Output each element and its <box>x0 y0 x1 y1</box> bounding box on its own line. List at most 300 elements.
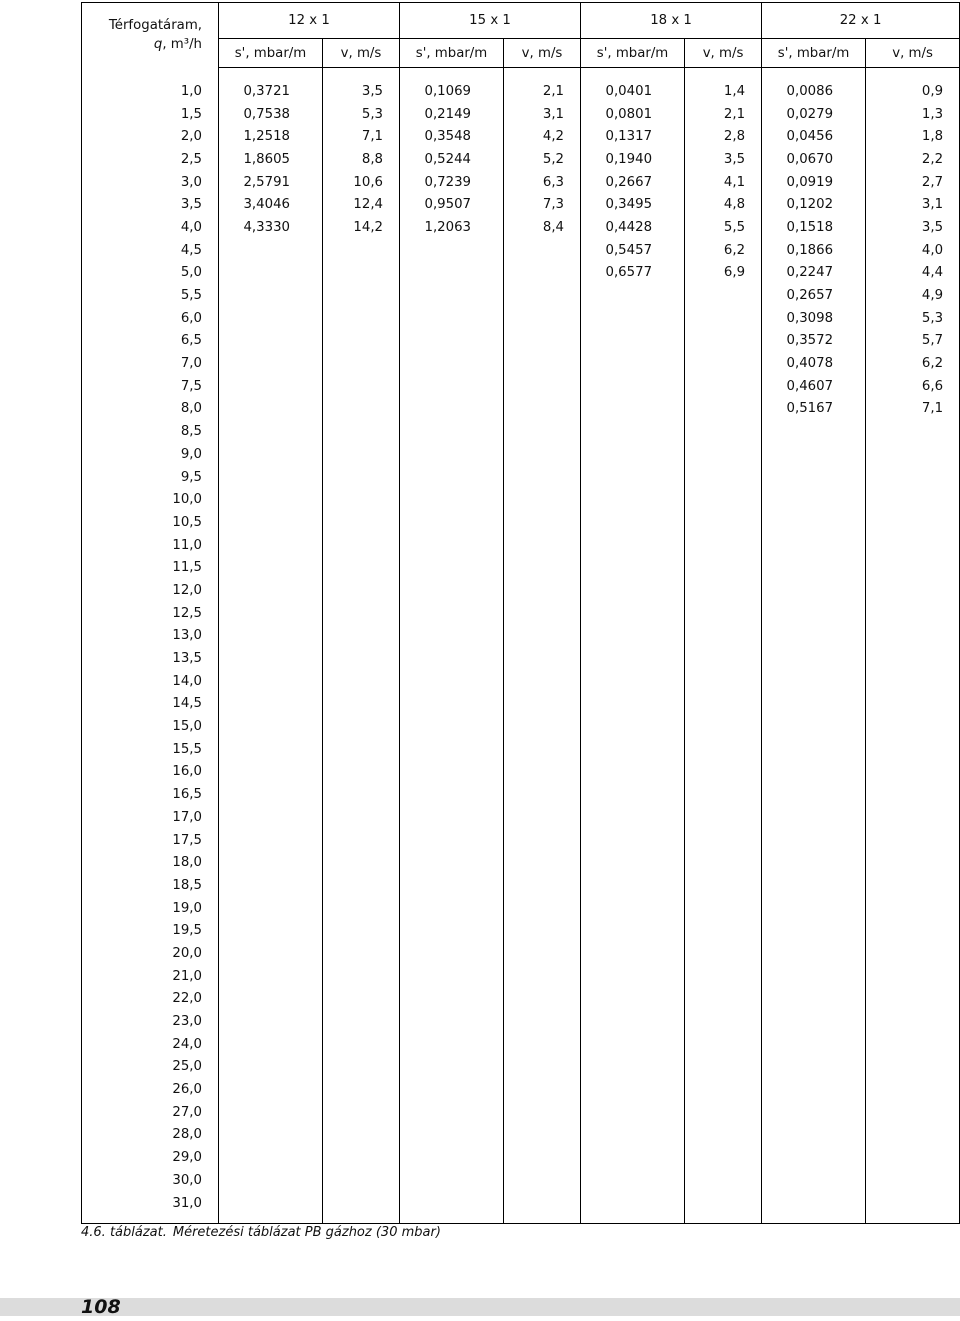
velocity-cell <box>323 1169 400 1192</box>
velocity-cell <box>504 965 581 988</box>
flow-rate-cell: 23,0 <box>82 1010 219 1033</box>
pressure-drop-cell <box>762 647 866 670</box>
velocity-cell <box>323 262 400 285</box>
pressure-drop-cell <box>219 443 323 466</box>
velocity-cell: 7,3 <box>504 193 581 216</box>
col-header-pressure-drop: s', mbar/m <box>762 39 866 68</box>
velocity-cell <box>323 693 400 716</box>
pressure-drop-cell <box>581 579 685 602</box>
pressure-drop-cell <box>219 783 323 806</box>
velocity-cell <box>323 466 400 489</box>
velocity-cell <box>866 761 960 784</box>
table-row <box>82 103 960 126</box>
table-row <box>82 534 960 557</box>
velocity-cell <box>866 874 960 897</box>
velocity-cell: 5,7 <box>866 330 960 353</box>
velocity-cell <box>685 965 762 988</box>
pressure-drop-cell: 0,1202 <box>762 193 866 216</box>
velocity-cell <box>504 556 581 579</box>
pressure-drop-cell <box>400 307 504 330</box>
col-header-velocity: v, m/s <box>866 39 960 68</box>
velocity-cell <box>504 375 581 398</box>
pressure-drop-cell: 0,9507 <box>400 193 504 216</box>
velocity-cell <box>866 1192 960 1215</box>
velocity-cell <box>323 783 400 806</box>
pressure-drop-cell <box>581 307 685 330</box>
flow-rate-unit: q, m³/h <box>153 37 202 53</box>
velocity-cell <box>866 534 960 557</box>
pressure-drop-cell <box>400 625 504 648</box>
pressure-drop-cell: 0,4428 <box>581 216 685 239</box>
flow-rate-cell: 9,5 <box>82 466 219 489</box>
pressure-drop-cell <box>762 1146 866 1169</box>
pressure-drop-cell: 1,2063 <box>400 216 504 239</box>
velocity-cell <box>323 1192 400 1215</box>
pressure-drop-cell <box>219 988 323 1011</box>
velocity-cell <box>323 1033 400 1056</box>
velocity-cell <box>323 715 400 738</box>
pressure-drop-cell: 2,5791 <box>219 171 323 194</box>
pressure-drop-cell <box>219 398 323 421</box>
velocity-cell <box>685 1056 762 1079</box>
pressure-drop-cell <box>581 965 685 988</box>
flow-rate-cell: 5,5 <box>82 284 219 307</box>
table-row <box>82 1101 960 1124</box>
table-row <box>82 829 960 852</box>
velocity-cell <box>323 647 400 670</box>
flow-rate-cell: 30,0 <box>82 1169 219 1192</box>
table-row <box>82 398 960 421</box>
pressure-drop-cell <box>762 738 866 761</box>
pressure-drop-cell <box>219 919 323 942</box>
table-row <box>82 1169 960 1192</box>
table-row <box>82 352 960 375</box>
pressure-drop-cell <box>762 919 866 942</box>
pressure-drop-cell <box>400 897 504 920</box>
velocity-cell: 3,1 <box>504 103 581 126</box>
velocity-cell <box>504 715 581 738</box>
velocity-cell: 4,2 <box>504 125 581 148</box>
pressure-drop-cell <box>581 466 685 489</box>
table-row <box>82 171 960 194</box>
velocity-cell <box>504 1078 581 1101</box>
pressure-drop-cell: 0,0801 <box>581 103 685 126</box>
pressure-drop-cell <box>219 488 323 511</box>
velocity-cell <box>504 1010 581 1033</box>
pressure-drop-cell <box>219 284 323 307</box>
pressure-drop-cell <box>762 965 866 988</box>
pressure-drop-cell <box>762 1169 866 1192</box>
pressure-drop-cell <box>762 1124 866 1147</box>
velocity-cell: 2,7 <box>866 171 960 194</box>
table-row <box>82 919 960 942</box>
table-row <box>82 443 960 466</box>
velocity-cell <box>504 1169 581 1192</box>
pressure-drop-cell <box>400 647 504 670</box>
pressure-drop-cell: 0,1518 <box>762 216 866 239</box>
pressure-drop-cell <box>219 806 323 829</box>
velocity-cell <box>504 284 581 307</box>
velocity-cell <box>504 647 581 670</box>
pressure-drop-cell <box>581 602 685 625</box>
velocity-cell: 2,2 <box>866 148 960 171</box>
pressure-drop-cell <box>400 466 504 489</box>
pressure-drop-cell: 0,2247 <box>762 262 866 285</box>
velocity-cell <box>866 988 960 1011</box>
velocity-cell <box>685 602 762 625</box>
table-row <box>82 806 960 829</box>
table-row <box>82 239 960 262</box>
pressure-drop-cell <box>219 375 323 398</box>
pressure-drop-cell <box>400 670 504 693</box>
velocity-cell <box>685 556 762 579</box>
pressure-drop-cell <box>219 965 323 988</box>
velocity-cell <box>323 1101 400 1124</box>
table-row <box>82 738 960 761</box>
velocity-cell <box>504 239 581 262</box>
velocity-cell: 7,1 <box>323 125 400 148</box>
table-row <box>82 511 960 534</box>
pressure-drop-cell <box>219 534 323 557</box>
velocity-cell <box>504 1124 581 1147</box>
velocity-cell <box>685 715 762 738</box>
velocity-cell <box>866 715 960 738</box>
velocity-cell <box>866 919 960 942</box>
velocity-cell <box>504 829 581 852</box>
pressure-drop-cell <box>400 556 504 579</box>
table-row <box>82 193 960 216</box>
velocity-cell <box>685 1033 762 1056</box>
pressure-drop-cell <box>581 806 685 829</box>
pressure-drop-cell <box>762 511 866 534</box>
flow-rate-cell: 31,0 <box>82 1192 219 1215</box>
velocity-cell <box>685 1101 762 1124</box>
velocity-cell <box>323 1146 400 1169</box>
pressure-drop-cell <box>581 988 685 1011</box>
flow-rate-cell: 1,0 <box>82 80 219 103</box>
velocity-cell: 2,1 <box>504 80 581 103</box>
velocity-cell <box>323 670 400 693</box>
pressure-drop-cell <box>581 1010 685 1033</box>
velocity-cell <box>323 307 400 330</box>
velocity-cell <box>504 488 581 511</box>
velocity-cell <box>504 1056 581 1079</box>
velocity-cell <box>685 738 762 761</box>
velocity-cell <box>685 693 762 716</box>
velocity-cell: 4,0 <box>866 239 960 262</box>
pressure-drop-cell <box>762 534 866 557</box>
pressure-drop-cell <box>219 715 323 738</box>
velocity-cell: 7,1 <box>866 398 960 421</box>
pressure-drop-cell <box>219 874 323 897</box>
flow-rate-cell: 8,0 <box>82 398 219 421</box>
pressure-drop-cell <box>581 375 685 398</box>
velocity-cell <box>504 942 581 965</box>
pressure-drop-cell <box>219 1033 323 1056</box>
flow-rate-cell: 17,0 <box>82 806 219 829</box>
table-row <box>82 1056 960 1079</box>
velocity-cell <box>504 307 581 330</box>
velocity-cell <box>866 851 960 874</box>
group-header-22x1: 22 x 1 <box>762 3 960 39</box>
velocity-cell <box>323 625 400 648</box>
pressure-drop-cell <box>219 738 323 761</box>
velocity-cell <box>323 330 400 353</box>
velocity-cell <box>685 670 762 693</box>
pressure-drop-cell <box>400 1146 504 1169</box>
pressure-drop-cell: 0,3548 <box>400 125 504 148</box>
velocity-cell: 5,2 <box>504 148 581 171</box>
table-row <box>82 715 960 738</box>
pressure-drop-cell <box>219 851 323 874</box>
velocity-cell <box>685 988 762 1011</box>
pressure-drop-cell <box>219 1010 323 1033</box>
flow-rate-cell: 24,0 <box>82 1033 219 1056</box>
table-row <box>82 693 960 716</box>
velocity-cell <box>323 942 400 965</box>
pressure-drop-cell <box>581 738 685 761</box>
velocity-cell <box>866 1033 960 1056</box>
pressure-drop-cell <box>400 1056 504 1079</box>
pressure-drop-cell <box>219 1146 323 1169</box>
velocity-cell: 8,4 <box>504 216 581 239</box>
table-row <box>82 602 960 625</box>
pressure-drop-cell: 0,1866 <box>762 239 866 262</box>
velocity-cell <box>685 897 762 920</box>
velocity-cell <box>685 851 762 874</box>
pressure-drop-cell <box>219 829 323 852</box>
flow-rate-cell: 26,0 <box>82 1078 219 1101</box>
pressure-drop-cell <box>762 783 866 806</box>
flow-rate-cell: 19,5 <box>82 919 219 942</box>
pressure-drop-cell <box>762 693 866 716</box>
table-row <box>82 80 960 103</box>
pressure-drop-cell <box>400 239 504 262</box>
velocity-cell <box>685 534 762 557</box>
col-header-velocity: v, m/s <box>685 39 762 68</box>
velocity-cell <box>504 625 581 648</box>
velocity-cell: 12,4 <box>323 193 400 216</box>
velocity-cell <box>504 579 581 602</box>
pressure-drop-cell <box>762 1056 866 1079</box>
velocity-cell <box>323 239 400 262</box>
velocity-cell <box>323 375 400 398</box>
pressure-drop-cell <box>762 670 866 693</box>
pressure-drop-cell <box>581 670 685 693</box>
table-row <box>82 761 960 784</box>
pressure-drop-cell <box>219 352 323 375</box>
velocity-cell <box>685 1010 762 1033</box>
pressure-drop-cell <box>762 420 866 443</box>
pressure-drop-cell <box>400 1078 504 1101</box>
pressure-drop-cell <box>581 398 685 421</box>
velocity-cell <box>323 738 400 761</box>
pressure-drop-cell: 0,3098 <box>762 307 866 330</box>
pressure-drop-cell <box>400 602 504 625</box>
pressure-drop-cell <box>219 897 323 920</box>
velocity-cell <box>323 874 400 897</box>
flow-rate-cell: 1,5 <box>82 103 219 126</box>
pressure-drop-cell <box>581 1078 685 1101</box>
velocity-cell <box>323 284 400 307</box>
velocity-cell <box>685 1078 762 1101</box>
velocity-cell <box>866 511 960 534</box>
pressure-drop-cell <box>581 693 685 716</box>
table-row <box>82 307 960 330</box>
velocity-cell: 3,5 <box>866 216 960 239</box>
velocity-cell <box>685 284 762 307</box>
pressure-drop-cell <box>219 330 323 353</box>
velocity-cell <box>685 1169 762 1192</box>
pressure-drop-cell: 0,2149 <box>400 103 504 126</box>
velocity-cell <box>866 806 960 829</box>
flow-rate-cell: 6,5 <box>82 330 219 353</box>
velocity-cell <box>685 761 762 784</box>
velocity-cell <box>504 919 581 942</box>
flow-rate-cell: 13,0 <box>82 625 219 648</box>
pressure-drop-cell: 0,0456 <box>762 125 866 148</box>
pressure-drop-cell <box>581 942 685 965</box>
table-row <box>82 556 960 579</box>
velocity-cell <box>323 829 400 852</box>
velocity-cell <box>685 1146 762 1169</box>
group-header-12x1: 12 x 1 <box>219 3 400 39</box>
pressure-drop-cell <box>581 443 685 466</box>
velocity-cell: 6,6 <box>866 375 960 398</box>
flow-rate-cell: 11,5 <box>82 556 219 579</box>
pressure-drop-cell <box>400 942 504 965</box>
pressure-drop-cell <box>400 851 504 874</box>
table-row <box>82 1124 960 1147</box>
pressure-drop-cell <box>581 1124 685 1147</box>
pressure-drop-cell <box>762 556 866 579</box>
pressure-drop-cell: 3,4046 <box>219 193 323 216</box>
table-row <box>82 625 960 648</box>
pressure-drop-cell <box>400 1010 504 1033</box>
pressure-drop-cell <box>762 988 866 1011</box>
pressure-drop-cell <box>400 579 504 602</box>
pressure-drop-cell <box>762 874 866 897</box>
flow-rate-cell: 12,0 <box>82 579 219 602</box>
flow-rate-cell: 27,0 <box>82 1101 219 1124</box>
velocity-cell: 1,8 <box>866 125 960 148</box>
pressure-drop-cell: 0,0279 <box>762 103 866 126</box>
velocity-cell <box>323 420 400 443</box>
pressure-drop-cell <box>219 1124 323 1147</box>
pressure-drop-cell <box>581 556 685 579</box>
velocity-cell <box>866 647 960 670</box>
table-row <box>82 579 960 602</box>
pressure-drop-cell <box>400 262 504 285</box>
pressure-drop-cell <box>762 443 866 466</box>
velocity-cell <box>504 398 581 421</box>
footer-bar <box>0 1298 960 1316</box>
velocity-cell <box>866 1010 960 1033</box>
velocity-cell: 1,4 <box>685 80 762 103</box>
flow-rate-cell: 21,0 <box>82 965 219 988</box>
flow-rate-cell: 7,0 <box>82 352 219 375</box>
pressure-drop-cell <box>581 761 685 784</box>
flow-rate-cell: 20,0 <box>82 942 219 965</box>
table-row <box>82 330 960 353</box>
pressure-drop-cell <box>400 443 504 466</box>
pressure-drop-cell <box>762 625 866 648</box>
pressure-drop-cell: 0,0919 <box>762 171 866 194</box>
pressure-drop-cell <box>581 783 685 806</box>
velocity-cell <box>866 420 960 443</box>
pressure-drop-cell: 0,4607 <box>762 375 866 398</box>
velocity-cell <box>504 443 581 466</box>
table-spacer-row <box>82 68 960 81</box>
pressure-drop-cell <box>581 1146 685 1169</box>
pressure-drop-cell <box>581 352 685 375</box>
flow-rate-cell: 18,0 <box>82 851 219 874</box>
col-header-velocity: v, m/s <box>504 39 581 68</box>
table-row <box>82 851 960 874</box>
pressure-drop-cell <box>219 1078 323 1101</box>
velocity-cell <box>504 806 581 829</box>
flow-rate-cell: 25,0 <box>82 1056 219 1079</box>
table-caption <box>81 1225 441 1240</box>
pressure-drop-cell: 0,3495 <box>581 193 685 216</box>
pressure-drop-cell <box>581 919 685 942</box>
pressure-drop-cell <box>400 1124 504 1147</box>
velocity-cell <box>504 330 581 353</box>
pressure-drop-cell <box>400 352 504 375</box>
pressure-drop-cell <box>762 761 866 784</box>
pressure-drop-cell <box>219 511 323 534</box>
pressure-drop-cell <box>581 647 685 670</box>
pressure-drop-cell: 0,7538 <box>219 103 323 126</box>
velocity-cell <box>866 965 960 988</box>
pressure-drop-cell <box>219 761 323 784</box>
velocity-cell <box>323 556 400 579</box>
pressure-drop-cell <box>219 239 323 262</box>
velocity-cell <box>323 1056 400 1079</box>
group-header-15x1: 15 x 1 <box>400 3 581 39</box>
velocity-cell <box>685 511 762 534</box>
pressure-drop-cell <box>400 534 504 557</box>
table-body <box>82 68 960 1224</box>
col-header-pressure-drop: s', mbar/m <box>219 39 323 68</box>
pressure-drop-cell <box>219 1192 323 1215</box>
flow-rate-cell: 18,5 <box>82 874 219 897</box>
pressure-drop-cell <box>219 670 323 693</box>
velocity-cell: 4,1 <box>685 171 762 194</box>
group-header-18x1: 18 x 1 <box>581 3 762 39</box>
velocity-cell <box>866 1056 960 1079</box>
velocity-cell <box>685 1192 762 1215</box>
pressure-drop-cell <box>581 284 685 307</box>
velocity-cell <box>504 511 581 534</box>
pressure-drop-cell <box>219 579 323 602</box>
velocity-cell <box>866 1169 960 1192</box>
pressure-drop-cell <box>400 919 504 942</box>
flow-rate-cell: 5,0 <box>82 262 219 285</box>
velocity-cell <box>866 693 960 716</box>
velocity-cell: 6,9 <box>685 262 762 285</box>
flow-rate-cell: 14,5 <box>82 693 219 716</box>
flow-rate-cell: 15,5 <box>82 738 219 761</box>
pressure-drop-cell: 0,7239 <box>400 171 504 194</box>
pressure-drop-cell <box>219 625 323 648</box>
velocity-cell <box>685 579 762 602</box>
table-row <box>82 284 960 307</box>
velocity-cell <box>504 693 581 716</box>
pressure-drop-cell <box>219 556 323 579</box>
table-row <box>82 942 960 965</box>
velocity-cell <box>866 829 960 852</box>
